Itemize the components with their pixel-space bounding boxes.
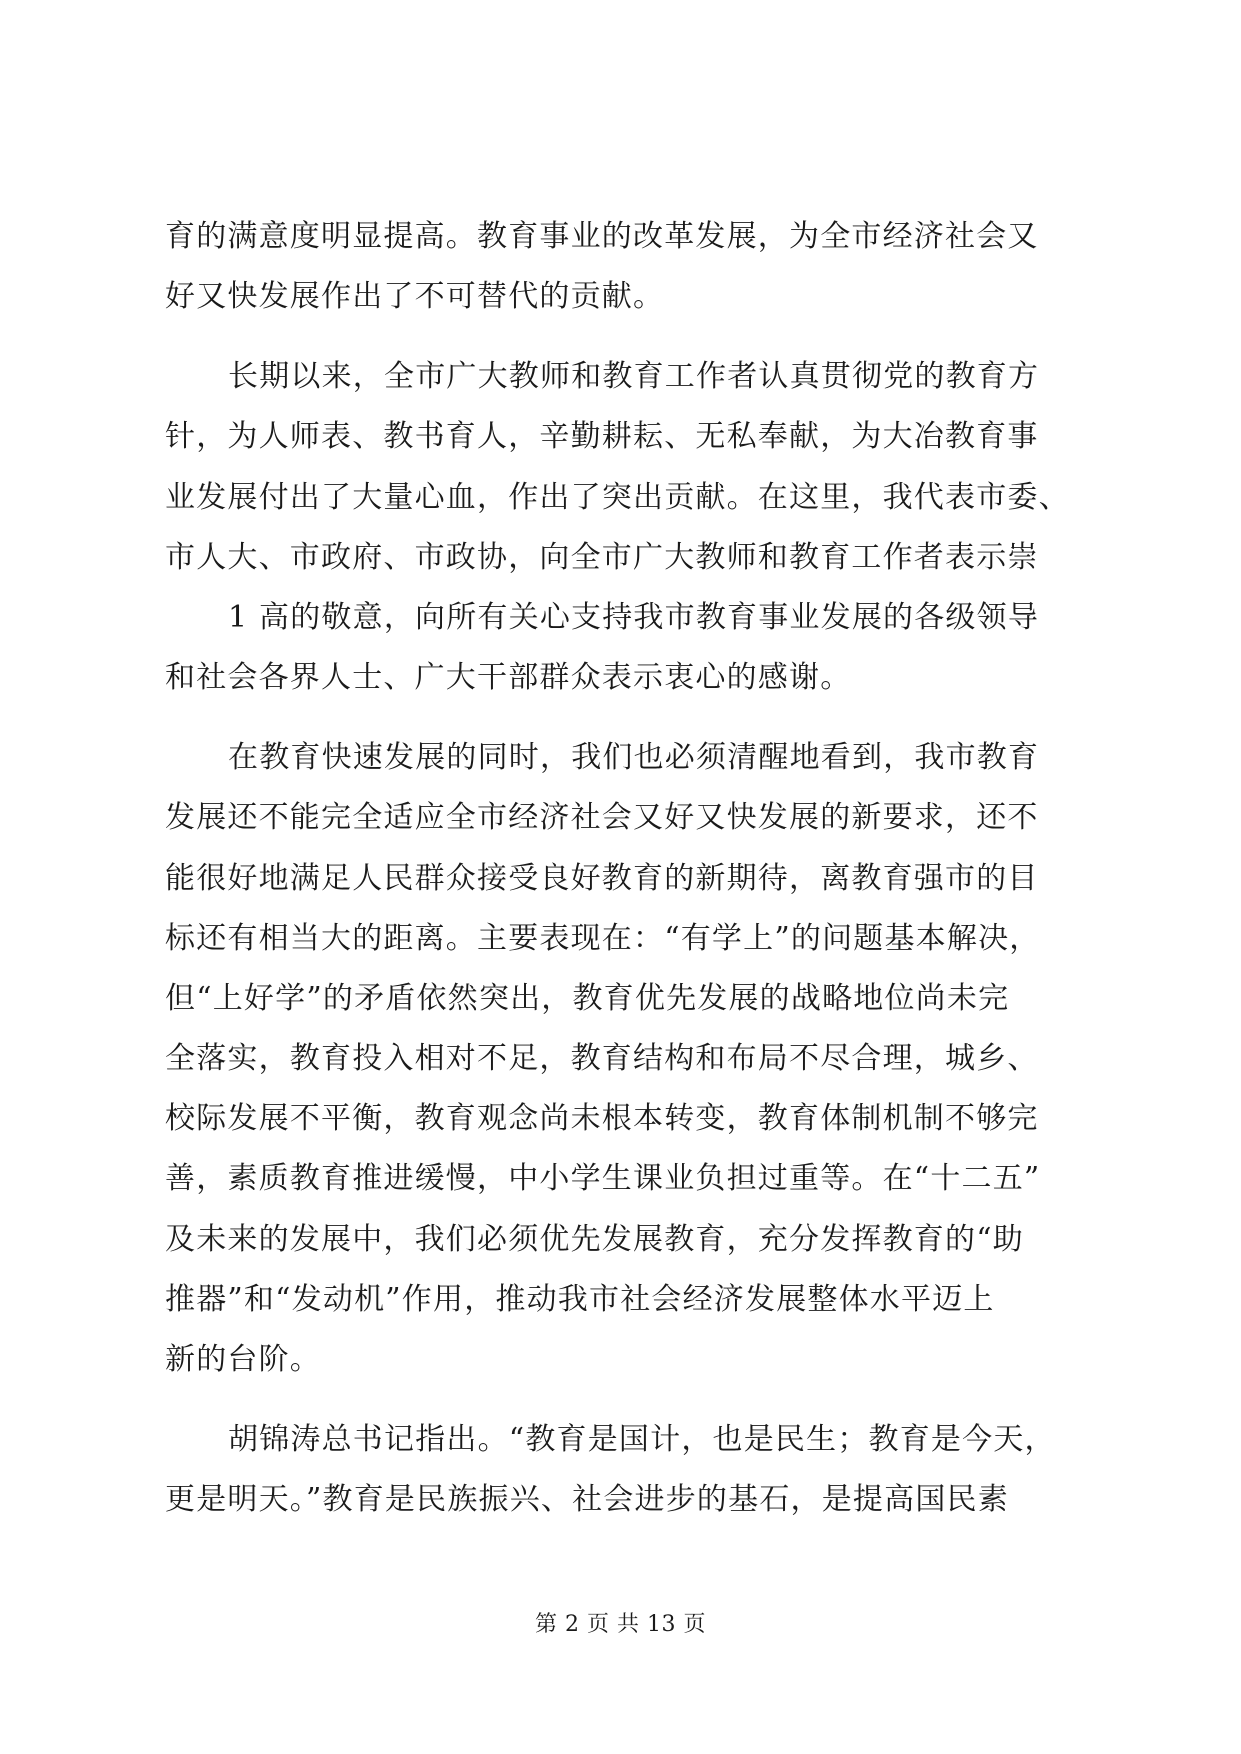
text-line: 针，为人师表、教书育人，辛勤耕耘、无私奉献，为大冶教育事 [165,419,1039,454]
text-line: 育的满意度明显提高。教育事业的改革发展，为全市经济社会又 [165,219,1039,254]
text-line: 胡锦涛总书记指出。“教育是国计，也是民生；教育是今天， [228,1422,1056,1457]
text-line: 和社会各界人士、广大干部群众表示衷心的感谢。 [165,660,852,695]
text-line: 好又快发展作出了不可替代的贡献。 [165,279,665,314]
text-line: 在教育快速发展的同时，我们也必须清醒地看到，我市教育 [228,740,1040,775]
text-line: 及未来的发展中，我们必须优先发展教育，充分发挥教育的“助 [165,1222,1024,1257]
text-line: 能很好地满足人民群众接受良好教育的新期待，离教育强市的目 [165,861,1039,896]
text-line: 市人大、市政府、市政协，向全市广大教师和教育工作者表示崇 [165,540,1039,575]
text-line: 校际发展不平衡，教育观念尚未根本转变，教育体制机制不够完 [165,1101,1039,1136]
text-line: 标还有相当大的距离。主要表现在：“有学上”的问题基本解决， [165,921,1041,956]
page-number-footer: 第 2 页 共 13 页 [535,1612,706,1637]
text-line: 新的台阶。 [165,1342,321,1377]
text-line: 业发展付出了大量心血，作出了突出贡献。在这里，我代表市委、 [165,480,1070,515]
text-line: 全落实，教育投入相对不足，教育结构和布局不尽合理，城乡、 [165,1041,1039,1076]
text-line: 推器”和“发动机”作用，推动我市社会经济发展整体水平迈上 [165,1282,995,1317]
text-line: 更是明天。”教育是民族振兴、社会进步的基石，是提高国民素 [165,1482,1009,1517]
text-line: 善，素质教育推进缓慢，中小学生课业负担过重等。在“十二五” [165,1161,1041,1196]
text-line: 发展还不能完全适应全市经济社会又好又快发展的新要求，还不 [165,800,1039,835]
text-line: 但“上好学”的矛盾依然突出，教育优先发展的战略地位尚未完 [165,981,1010,1016]
text-line: 1 高的敬意，向所有关心支持我市教育事业发展的各级领导 [228,600,1040,635]
text-line: 长期以来，全市广大教师和教育工作者认真贯彻党的教育方 [228,359,1040,394]
